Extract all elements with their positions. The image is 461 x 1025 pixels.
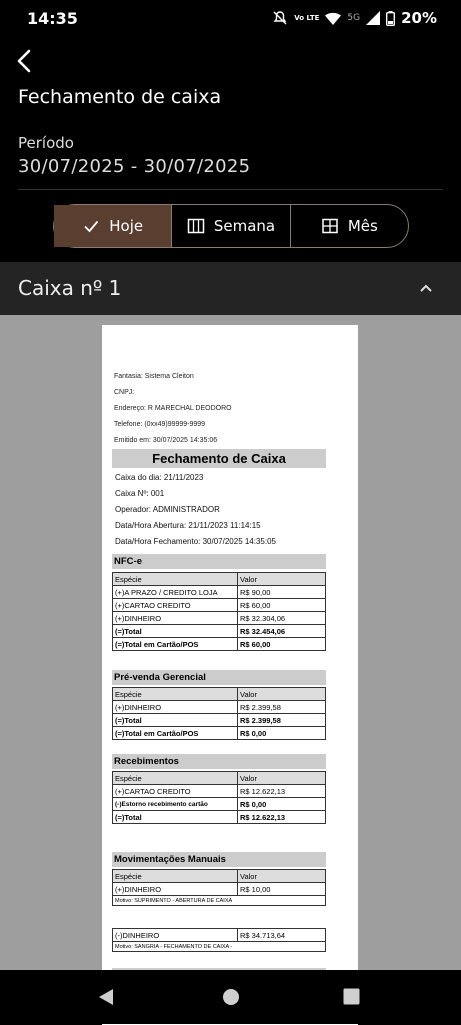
- battery-icon: [386, 11, 395, 26]
- valor-cell: R$ 34.713,64: [238, 929, 326, 942]
- table-row: [113, 701, 326, 714]
- table-row-total: [113, 638, 326, 651]
- col-valor: Valor: [238, 573, 326, 586]
- table-row: [113, 612, 326, 625]
- caixa-title: Caixa nº 1: [18, 276, 122, 300]
- col-valor: Valor: [238, 688, 326, 701]
- table-row-total: [113, 727, 326, 740]
- section-prevenda-title: Pré-venda Gerencial: [112, 670, 326, 685]
- divider: [18, 189, 443, 190]
- battery-percent: 20%: [401, 9, 437, 27]
- section-nfce-title: NFC-e: [112, 554, 326, 569]
- motivo-row: [113, 896, 326, 906]
- segment-semana-label: Semana: [213, 217, 276, 235]
- segment-hoje-label: Hoje: [109, 217, 144, 235]
- receipt-endereco: Endereço: R MARECHAL DEODORO: [114, 405, 232, 412]
- especie-cell: (-)DINHEIRO: [113, 929, 238, 942]
- table-row-total: [113, 625, 326, 638]
- wifi-icon: [325, 12, 341, 25]
- receipt-preview-area[interactable]: [0, 315, 461, 970]
- segment-hoje[interactable]: [54, 205, 172, 247]
- receipt-document: [102, 325, 358, 1025]
- status-bar: [0, 0, 461, 36]
- receipt-operador: Operador: ADMINISTRADOR: [115, 505, 220, 514]
- valor-cell: R$ 32.454,06: [238, 625, 326, 638]
- table-row: [113, 785, 326, 798]
- table-header-row: [113, 573, 326, 586]
- section-movimentacoes-title: Movimentações Manuais: [112, 852, 326, 867]
- col-especie: Espécie: [113, 688, 238, 701]
- table-header-row: [113, 870, 326, 883]
- valor-cell: R$ 0,00: [238, 798, 326, 811]
- receipt-caixa-dia: Caixa do dia: 21/11/2023: [115, 473, 204, 482]
- especie-cell: (+)CARTAO CREDITO: [113, 599, 238, 612]
- receipt-fantasia: Fantasia: Sistema Cleiton: [114, 373, 194, 380]
- col-valor: Valor: [238, 772, 326, 785]
- period-label: Período: [18, 134, 74, 152]
- especie-cell: (+)DINHEIRO: [113, 701, 238, 714]
- col-especie: Espécie: [113, 573, 238, 586]
- table-row-total: [113, 811, 326, 824]
- table-row-total: [113, 714, 326, 727]
- movimentacoes-table: [112, 869, 326, 906]
- valor-cell: R$ 12.622,13: [238, 811, 326, 824]
- movimentacoes-table-2: [112, 928, 326, 952]
- table-row: [113, 586, 326, 599]
- valor-cell: R$ 60,00: [238, 638, 326, 651]
- recebimentos-table: [112, 771, 326, 824]
- table-header-row: [113, 688, 326, 701]
- receipt-emitido: Emitido em: 30/07/2025 14:35:06: [114, 437, 218, 444]
- valor-cell: R$ 90,00: [238, 586, 326, 599]
- receipt-caixa-no: Caixa Nº: 001: [115, 489, 165, 498]
- motivo-cell: Motivo: SANGRIA - FECHAMENTO DE CAIXA -: [113, 942, 326, 952]
- valor-cell: R$ 0,00: [238, 727, 326, 740]
- receipt-fechamento: Data/Hora Fechamento: 30/07/2025 14:35:05: [115, 537, 276, 546]
- week-grid-icon: [187, 217, 205, 235]
- especie-cell: (=)Total: [113, 811, 238, 824]
- receipt-title: Fechamento de Caixa: [112, 449, 326, 468]
- receipt-cnpj: CNPJ:: [114, 389, 135, 396]
- valor-cell: R$ 2.399,58: [238, 701, 326, 714]
- nav-back-icon[interactable]: [98, 988, 114, 1006]
- especie-cell: (=)Total em Cartão/POS: [113, 727, 238, 740]
- section-recebimentos-title: Recebimentos: [112, 754, 326, 769]
- valor-cell: R$ 12.622,13: [238, 785, 326, 798]
- table-row: [113, 929, 326, 942]
- valor-cell: R$ 60,00: [238, 599, 326, 612]
- especie-cell: (=)Total: [113, 714, 238, 727]
- nav-recents-icon[interactable]: [343, 988, 360, 1005]
- status-time: 14:35: [27, 9, 78, 28]
- system-nav-bar: [0, 970, 461, 1024]
- segment-mes-label: Mês: [347, 217, 378, 235]
- period-value[interactable]: 30/07/2025 - 30/07/2025: [18, 156, 251, 177]
- especie-cell: (-)Estorno recebimento cartão: [113, 798, 238, 811]
- nfce-table: [112, 572, 326, 651]
- especie-cell: (+)A PRAZO / CREDITO LOJA: [113, 586, 238, 599]
- valor-cell: R$ 10,00: [238, 883, 326, 896]
- table-header-row: [113, 772, 326, 785]
- chevron-up-icon[interactable]: [419, 282, 433, 294]
- network-5g-label: 5G: [347, 13, 361, 23]
- valor-cell: R$ 2.399,58: [238, 714, 326, 727]
- page-title: Fechamento de caixa: [18, 86, 222, 108]
- back-arrow-icon: [14, 46, 40, 76]
- table-row: [113, 798, 326, 811]
- month-grid-icon: [321, 217, 339, 235]
- receipt-abertura: Data/Hora Abertura: 21/11/2023 11:14:15: [115, 521, 261, 530]
- back-button[interactable]: [14, 46, 40, 76]
- nav-home-icon[interactable]: [222, 988, 240, 1006]
- col-especie: Espécie: [113, 870, 238, 883]
- especie-cell: (+)DINHEIRO: [113, 612, 238, 625]
- check-icon: [82, 217, 100, 235]
- table-row: [113, 599, 326, 612]
- col-especie: Espécie: [113, 772, 238, 785]
- motivo-cell: Motivo: SUPRIMENTO - ABERTURA DE CAIXA: [113, 896, 326, 906]
- caixa-section-header[interactable]: [0, 262, 461, 315]
- signal-icon: [366, 11, 380, 25]
- especie-cell: (=)Total em Cartão/POS: [113, 638, 238, 651]
- segment-mes[interactable]: [291, 205, 408, 247]
- status-icons: [272, 9, 437, 27]
- receipt-telefone: Telefone: (0xx49)99999-9999: [114, 421, 206, 428]
- especie-cell: (=)Total: [113, 625, 238, 638]
- motivo-row: [113, 942, 326, 952]
- segment-semana[interactable]: [172, 205, 290, 247]
- especie-cell: (+)DINHEIRO: [113, 883, 238, 896]
- volte-indicator: Vo LTE: [294, 13, 320, 22]
- col-valor: Valor: [238, 870, 326, 883]
- mute-bell-icon: [272, 10, 288, 26]
- especie-cell: (+)CARTAO CREDITO: [113, 785, 238, 798]
- prevenda-table: [112, 687, 326, 740]
- period-segmented-control: [53, 204, 409, 248]
- valor-cell: R$ 32.304,06: [238, 612, 326, 625]
- table-row: [113, 883, 326, 896]
